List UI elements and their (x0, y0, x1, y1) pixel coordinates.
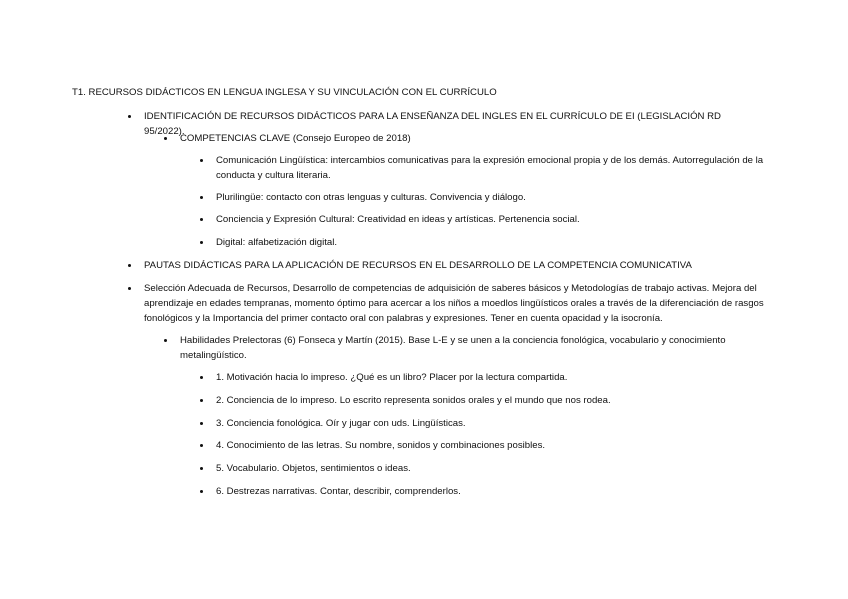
bullet-icon (200, 218, 203, 221)
bullet-icon (200, 467, 203, 470)
bullet-icon (200, 241, 203, 244)
bullet-icon (164, 339, 167, 342)
bullet-icon (200, 399, 203, 402)
bullet-icon (200, 376, 203, 379)
bullet-icon (164, 137, 167, 140)
bullet-icon (128, 115, 131, 118)
bullet-icon (200, 422, 203, 425)
bullet-icon (128, 264, 131, 267)
bullet-icon (200, 159, 203, 162)
bullet-icon (200, 490, 203, 493)
bullet-icon (200, 196, 203, 199)
document-title: T1. RECURSOS DIDÁCTICOS EN LENGUA INGLESA Y SU VINCULACIÓN CON EL CURRÍCULO (72, 87, 497, 98)
document-page: T1. RECURSOS DIDÁCTICOS EN LENGUA INGLESA Y SU VINCULACIÓN CON EL CURRÍCULO IDENTIFICACIÓN DE RECURSOS DIDÁCTICOS PARA LA ENSEÑANZA DEL INGLES EN EL CURRÍCULO DE EI (LEGISLACIÓN RD 95/2022). COMPETENCIAS CLAVE (Consejo Europeo de 2018) Comunicación Lingüística: intercambios comunicativas para la expresión emocional propia y de los demás. Autorregulación de la conducta y cultura literaria. Plurilingüe: contacto con otras lenguas y culturas. Convivencia y diálogo. Conciencia y Expresión Cultural: Creatividad en ideas y artísticas. Pertenencia social. Digital: alfabetización digital. PAUTAS DIDÁCTICAS PARA LA APLICACIÓN DE RECURSOS EN EL DESARROLLO DE LA COMPETENCIA COMUNICATIVA Selección Adecuada de Recursos, Desarrollo de competencias de adquisición de saberes básicos y Metodologías de trabajo activas. Mejora del aprendizaje en edades tempranas, momento óptimo para acercar a los niños a moedlos lingüísticos orales a través de la diferenciación de rasgos fonológicos y la Importancia del primer contacto oral con palabras y expresiones. Tener en cuenta opacidad y la isocronía. Habilidades Prelectoras (6) Fonseca y Martín (2015). Base L-E y se unen a la conciencia fonológica, vocabulario y conocimiento metalingüístico. 1. Motivación hacia lo impreso. ¿Qué es un libro? Placer por la lectura compartida. 2. Conciencia de lo impreso. Lo escrito representa sonidos orales y el mundo que nos rodea. 3. Conciencia fonológica. Oír y jugar con uds. Lingüísticas. 4. Conocimiento de las letras. Su nombre, sonidos y combinaciones posibles. 5. Vocabulario. Objetos, sentimientos o ideas. 6. Destrezas narrativas. Contar, describir, comprenderlos. (72, 87, 764, 497)
bullet-icon (128, 287, 131, 290)
bullet-icon (200, 444, 203, 447)
